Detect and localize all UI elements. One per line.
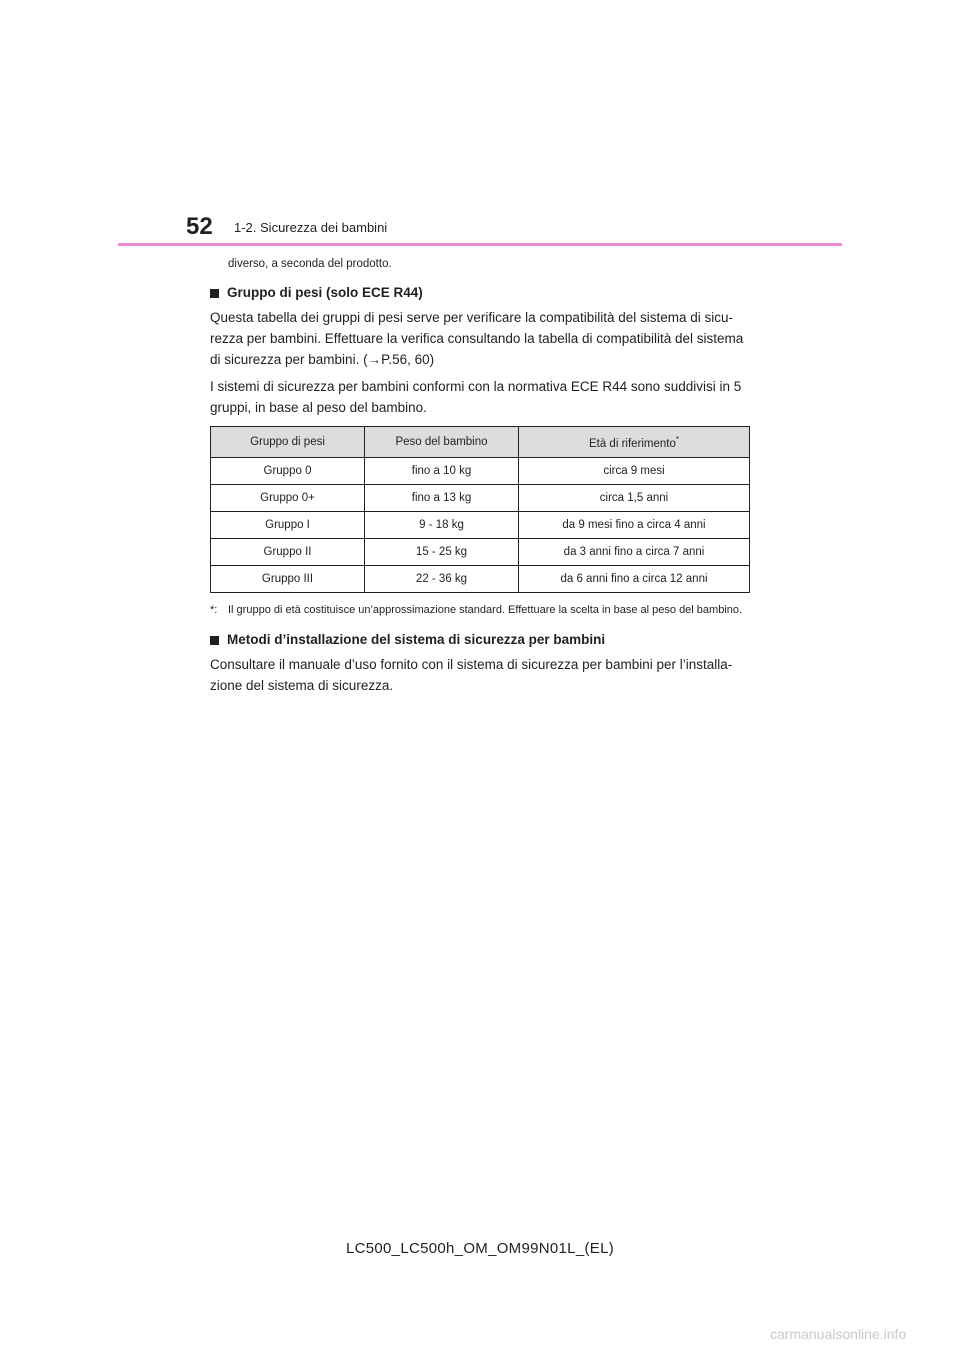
table-cell: fino a 13 kg: [365, 485, 519, 512]
table-header-cell: Gruppo di pesi: [211, 427, 365, 458]
section-heading-installation: [210, 630, 750, 650]
watermark: carmanualsonline.info: [770, 1326, 907, 1342]
table-cell: da 3 anni fino a circa 7 anni: [519, 539, 750, 566]
table-cell: 15 - 25 kg: [365, 539, 519, 566]
square-bullet-icon: [210, 289, 219, 298]
table-footnote: [210, 601, 750, 620]
table-cell: 9 - 18 kg: [365, 512, 519, 539]
table-cell: fino a 10 kg: [365, 458, 519, 485]
square-bullet-icon: [210, 636, 219, 645]
section-heading-weight-groups: [210, 283, 750, 303]
weight-group-table: [210, 426, 750, 593]
continuation-text: diverso, a seconda del prodotto.: [228, 258, 392, 270]
table-row: [211, 512, 750, 539]
footnote-marker: *: [675, 434, 680, 444]
table-header-row: [211, 427, 750, 458]
footnote-text: Il gruppo di età costituisce un’approssimazione standard. Effettuare la scelta in base al peso del bambino.: [228, 604, 743, 616]
table-row: [211, 458, 750, 485]
table-cell: Gruppo I: [211, 512, 365, 539]
table-row: [211, 566, 750, 593]
table-cell: 22 - 36 kg: [365, 566, 519, 593]
table-cell: Gruppo 0: [211, 458, 365, 485]
page-number: 52: [186, 213, 213, 240]
section-title: 1-2. Sicurezza dei bambini: [234, 220, 388, 235]
paragraph-compatibility: Questa tabella dei gruppi di pesi serve per verificare la compatibilità del sistema di sicu- rezza per bambini. Effettuare la verifica consultando la tabella di compatibilità del sistema di sicurezza per bambini. (→P.56, 60): [210, 310, 744, 367]
page-content: [210, 255, 750, 702]
header-divider: [118, 243, 842, 246]
paragraph-groups: I sistemi di sicurezza per bambini conformi con la normativa ECE R44 sono suddivisi in 5 gruppi, in base al peso del bambino.: [210, 379, 742, 415]
table-cell: Gruppo III: [211, 566, 365, 593]
table-cell: Gruppo 0+: [211, 485, 365, 512]
table-cell: Gruppo II: [211, 539, 365, 566]
paragraph-installation: Consultare il manuale d’uso fornito con il sistema di sicurezza per bambini per l’installa- zione del sistema di sicurezza.: [210, 657, 733, 693]
table-header-cell: Peso del bambino: [365, 427, 519, 458]
section-heading-text: Metodi d’installazione del sistema di sicurezza per bambini: [227, 632, 606, 647]
table-cell: da 9 mesi fino a circa 4 anni: [519, 512, 750, 539]
table-cell: circa 9 mesi: [519, 458, 750, 485]
section-heading-text: Gruppo di pesi (solo ECE R44): [227, 285, 423, 300]
table-row: [211, 485, 750, 512]
table-cell: da 6 anni fino a circa 12 anni: [519, 566, 750, 593]
footnote-mark: *:: [210, 604, 218, 616]
table-header-cell: [519, 427, 750, 458]
document-code: LC500_LC500h_OM_OM99N01L_(EL): [345, 1240, 615, 1257]
table-cell: circa 1,5 anni: [519, 485, 750, 512]
table-row: [211, 539, 750, 566]
table-header-text: Età di riferimento: [588, 437, 676, 450]
